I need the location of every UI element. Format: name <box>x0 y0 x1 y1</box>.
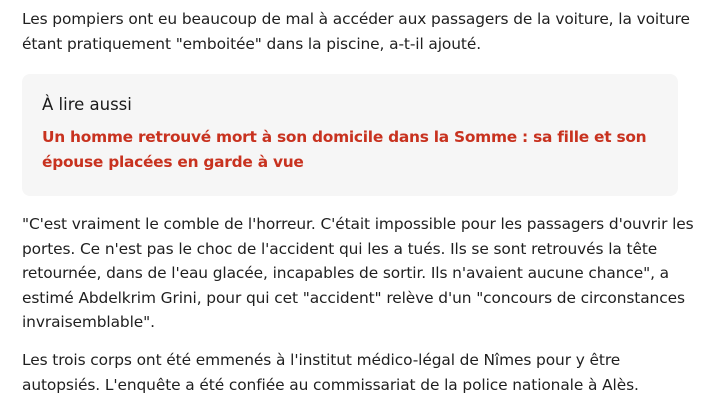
read-also-heading: À lire aussi <box>42 95 132 114</box>
read-also-link[interactable]: Un homme retrouvé mort à son domicile dans la Somme : sa fille et son épouse placées en garde à vue <box>42 128 647 171</box>
article-paragraph: Les trois corps ont été emmenés à l'institut médico-légal de Nîmes pour y être autopsiés. L'enquête a été confiée au commissariat de la police nationale à Alès. <box>22 351 639 394</box>
article-paragraph: Les pompiers ont eu beaucoup de mal à accéder aux passagers de la voiture, la voiture étant pratiquement "emboitée" dans la piscine, a-t-il ajouté. <box>22 10 690 53</box>
article-paragraph: "C'est vraiment le comble de l'horreur. C'était impossible pour les passagers d'ouvrir les portes. Ce n'est pas le choc de l'accident qui les a tués. Ils se sont retrouvés la tête retournée, dans de l'eau glacée, incapables de sortir. Ils n'avaient aucune chance", a estimé Abdelkrim Grini, pour qui cet "accident" relève d'un "concours de circonstances invraisemblable". <box>22 215 694 331</box>
read-also-box <box>22 74 678 196</box>
